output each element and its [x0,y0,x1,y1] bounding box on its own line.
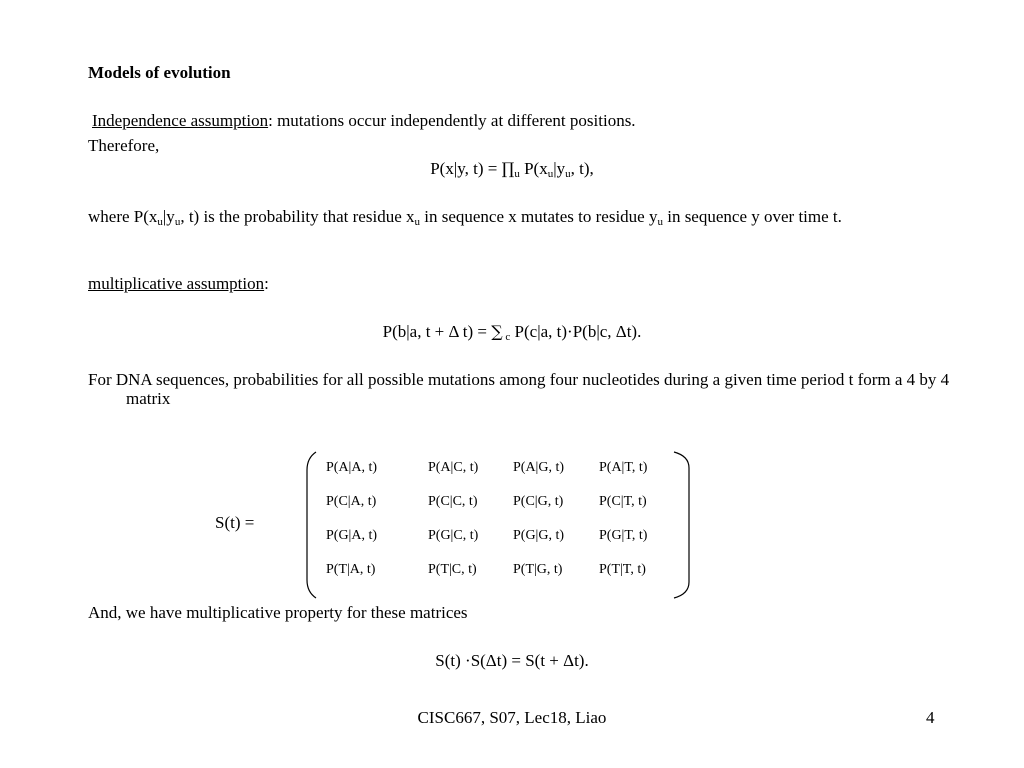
matrix-cell: P(T|G, t) [513,562,563,577]
formula1-sub2: u [547,168,554,180]
where-p1: where P(x [88,207,158,226]
where-s4: u [657,216,663,228]
product-formula [0,159,1024,179]
where-p5: in sequence y over time t. [662,207,842,226]
matrix-cell: P(G|G, t) [513,528,565,543]
matrix-cell: P(T|C, t) [428,562,477,577]
page-number: 4 [926,708,935,727]
where-p3: , t) is the probability that residue x [180,207,415,226]
multiplicative-rest: : [264,274,269,293]
transition-matrix [300,450,695,600]
therefore-text: Therefore, [88,136,160,155]
matrix-cell: P(A|A, t) [326,460,378,475]
formula1-sub3: u [565,168,571,180]
right-bracket [674,452,689,598]
slide-title: Models of evolution [88,63,231,82]
product-operator: ∏ [501,159,515,178]
where-p4: in sequence x mutates to residue y [420,207,658,226]
footer-course: CISC667, S07, Lec18, Liao [417,708,607,727]
where-s2: u [174,216,181,228]
matrix-cell: P(G|C, t) [428,528,479,543]
multiplicative-term: multiplicative assumption [88,274,265,293]
formula2-sub: c [502,331,511,343]
independence-rest: : mutations occur independently at different positions. [268,111,636,130]
where-s1: u [157,216,163,228]
sum-operator: ∑ [491,322,503,341]
matrix-cell: P(G|T, t) [599,528,648,543]
formula2-lhs: P(b|a, t + Δ t) = [382,322,492,341]
matrix-cell: P(G|A, t) [326,528,378,543]
matrix-cell: P(C|C, t) [428,494,478,509]
sum-formula [0,322,1024,342]
matrix-cell: P(C|A, t) [326,494,377,509]
independence-line [92,111,636,131]
independence-term: Independence assumption [92,111,269,130]
formula1-sub-u: u [514,168,520,180]
and-text: And, we have multiplicative property for these matrices [88,603,468,622]
where-s3: u [414,216,420,228]
where-p2: |y [162,207,175,226]
matrix-cell: P(C|T, t) [599,494,647,509]
formula2-rhs: P(c|a, t)·P(b|c, Δt). [510,322,642,341]
multiplicative-line [88,274,269,294]
left-bracket [307,452,316,598]
formula1-lhs: P(x|y, t) = [430,159,502,178]
where-paragraph [88,207,976,226]
matrix-cell: P(A|T, t) [599,460,648,475]
matrix-cell: P(T|T, t) [599,562,646,577]
matrix-cell: P(A|C, t) [428,460,479,475]
matrix-product-formula: S(t) ·S(Δt) = S(t + Δt). [435,651,589,670]
matrix-cell: P(A|G, t) [513,460,565,475]
formula1-b: |y [553,159,566,178]
dna-paragraph: For DNA sequences, probabilities for all possible mutations among four nucleotides during a given time period t form a 4 by 4 matrix [88,370,950,408]
matrix-cell: P(T|A, t) [326,562,376,577]
formula1-c: , t), [570,159,594,178]
matrix-cell: P(C|G, t) [513,494,564,509]
matrix-label: S(t) = [215,513,255,532]
formula1-a: P(x [519,159,548,178]
